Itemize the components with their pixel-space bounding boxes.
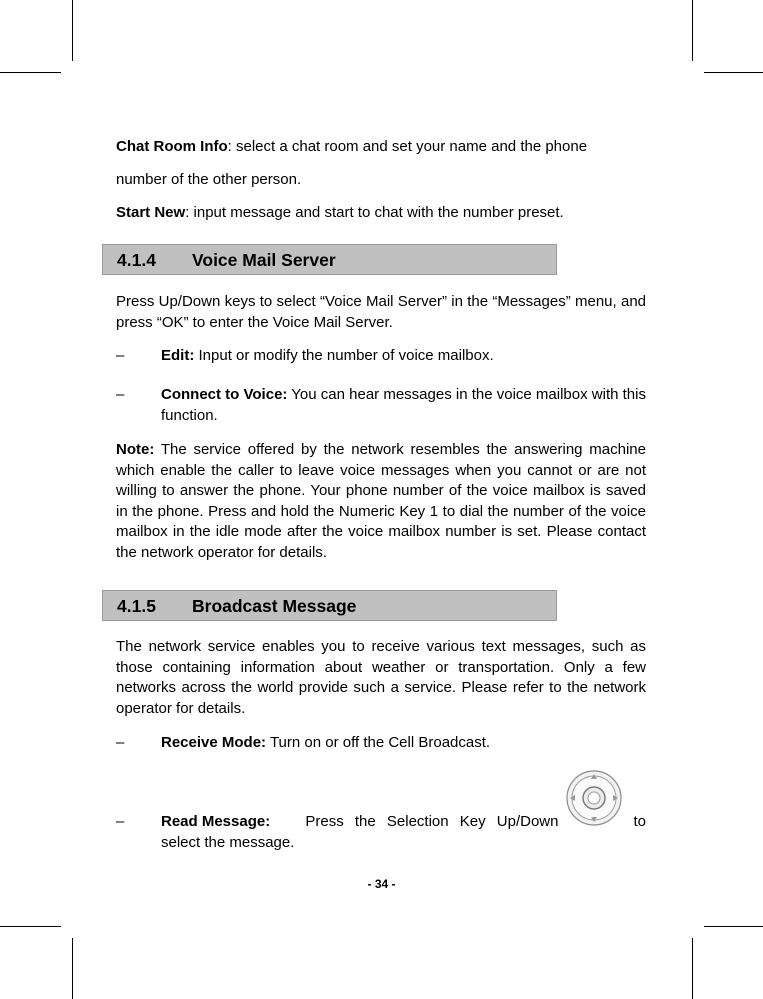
section-title: Broadcast Message <box>192 596 357 616</box>
start-new-paragraph <box>116 203 646 224</box>
chat-room-info-paragraph <box>116 137 646 158</box>
receive-mode-label: Receive Mode: <box>161 734 267 751</box>
receive-mode-text: Turn on or off the Cell Broadcast. <box>266 734 491 751</box>
note-text: The service offered by the network resembles the answering machine which enable the caller to leave voice messages when you cannot or are not willing to answer the phone. Your phone number of the voice mailbox is saved in the phone. Press and hold the Numeric Key 1 to dial the number of the voice mailbox in the idle mode after the voice mailbox number is set. Please contact the network operator for details. <box>116 441 646 561</box>
chat-room-info-label: Chat Room Info <box>116 138 228 155</box>
navigation-key-icon <box>566 770 622 826</box>
dash-bullet: – <box>116 386 125 403</box>
section-number: 4.1.5 <box>117 596 156 616</box>
start-new-label: Start New <box>116 204 186 221</box>
read-message-to: to <box>633 813 646 830</box>
crop-mark <box>692 0 693 61</box>
read-message-text-2: select the message. <box>161 833 295 851</box>
section-heading-voice-mail <box>102 244 557 275</box>
start-new-text: : input message and start to chat with the number preset. <box>185 204 564 221</box>
section-number: 4.1.4 <box>117 250 156 270</box>
crop-mark <box>0 926 61 927</box>
chat-room-info-continuation <box>116 170 646 191</box>
connect-label: Connect to Voice: <box>161 386 288 403</box>
broadcast-intro: The network service enables you to receive various text messages, such as those containing information about weather or transportation. Only a few networks across the world provide such a service. Please refer to the network operator for details. <box>116 638 646 717</box>
read-message-label: Read Message: <box>161 813 271 830</box>
connect-text: You can hear messages in the voice mailbox with this function. <box>161 386 646 424</box>
note-label: Note: <box>116 441 155 458</box>
chat-room-info-text-2: number of the other person. <box>116 171 302 188</box>
list-item-receive-mode <box>116 733 646 754</box>
section-heading-broadcast <box>102 590 557 621</box>
page-number: - 34 - <box>367 877 396 891</box>
dash-bullet: – <box>116 347 125 364</box>
section-title: Voice Mail Server <box>192 250 336 270</box>
crop-mark <box>0 72 61 73</box>
crop-mark <box>704 926 763 927</box>
dash-bullet: – <box>116 734 125 751</box>
crop-mark <box>72 938 73 999</box>
edit-label: Edit: <box>161 347 195 364</box>
list-item-edit <box>116 346 646 367</box>
crop-mark <box>692 938 693 999</box>
dash-bullet: – <box>116 813 125 830</box>
note-paragraph <box>116 440 646 563</box>
read-message-text: Press the Selection Key Up/Down <box>305 813 559 830</box>
crop-mark <box>704 72 763 73</box>
list-item-connect-to-voice <box>116 385 646 426</box>
chat-room-info-text: : select a chat room and set your name and the phone <box>227 138 588 155</box>
crop-mark <box>72 0 73 61</box>
voice-mail-intro: Press Up/Down keys to select “Voice Mail Server” in the “Messages” menu, and press “OK” to enter the Voice Mail Server. <box>116 293 646 331</box>
edit-text: Input or modify the number of voice mailbox. <box>194 347 494 364</box>
